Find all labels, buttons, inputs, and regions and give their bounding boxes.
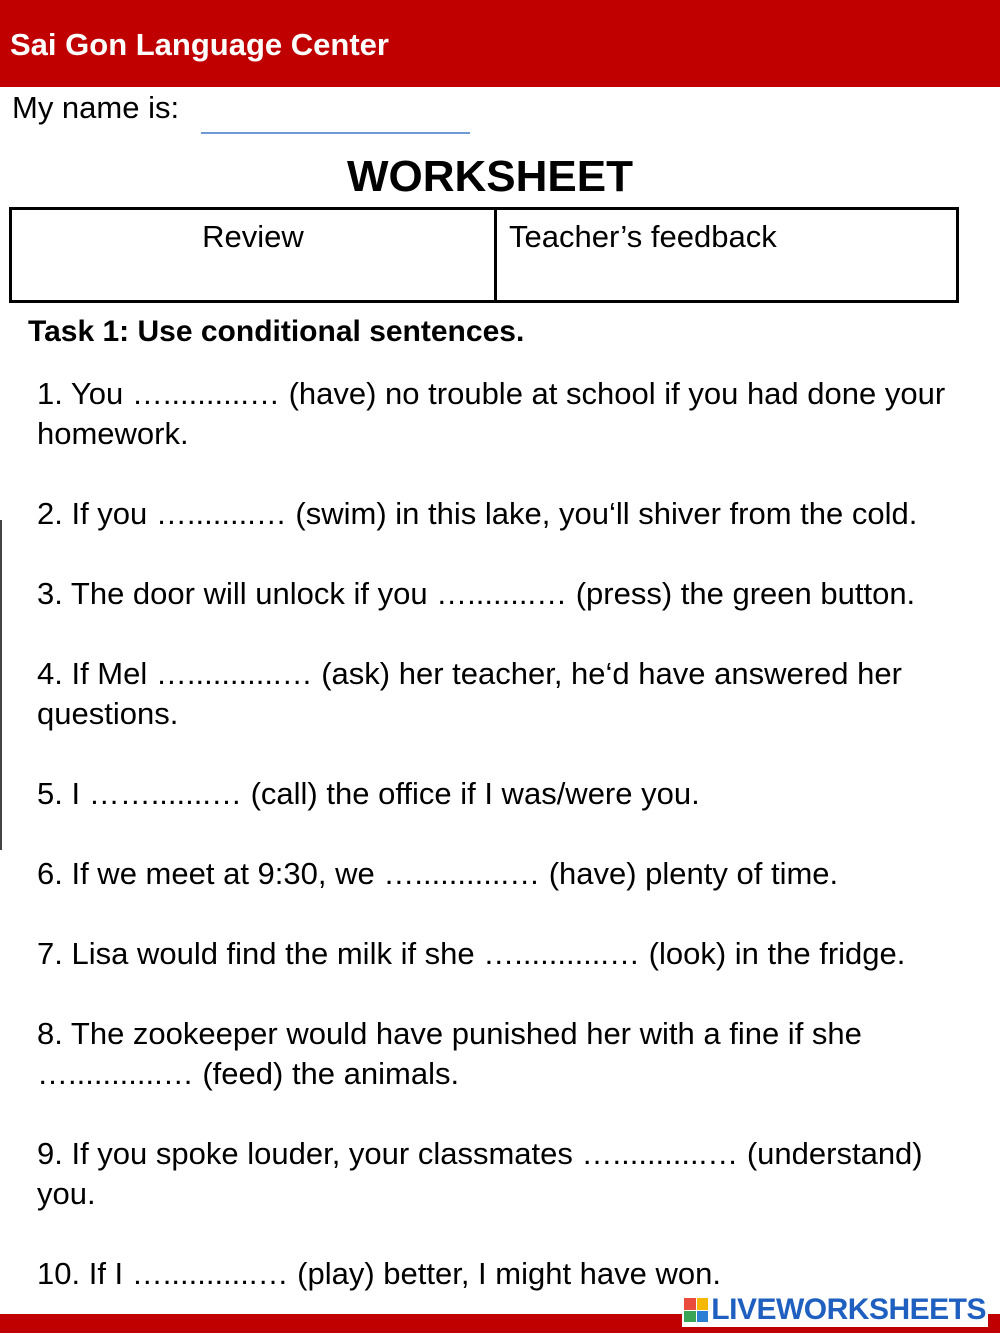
question-5: 5. I …….......… (call) the office if I was/were you. <box>37 776 700 811</box>
question-7: 7. Lisa would find the milk if she …...........… (look) in the fridge. <box>37 936 906 971</box>
question-4: 4. If Mel …...........… (ask) her teacher, he‘d have answered her questions. <box>37 656 902 731</box>
name-label: My name is: <box>12 90 180 125</box>
review-cell: Review <box>12 210 497 300</box>
center-name: Sai Gon Language Center <box>10 27 389 62</box>
question-10: 10. If I …...........… (play) better, I might have won. <box>37 1256 721 1291</box>
question-1: 1. You …..........… (have) no trouble at school if you had done your homework. <box>37 376 946 451</box>
question-9: 9. If you spoke louder, your classmates …...........… (understand) you. <box>37 1136 923 1211</box>
name-input[interactable] <box>201 100 470 134</box>
question-3: 3. The door will unlock if you …........… (press) the green button. <box>37 576 916 611</box>
question-8: 8. The zookeeper would have punished her with a fine if she …...........… (feed) the animals. <box>37 1016 862 1091</box>
left-divider <box>0 520 2 850</box>
question-2: 2. If you …........… (swim) in this lake, you‘ll shiver from the cold. <box>37 496 918 531</box>
liveworksheets-logo-icon <box>684 1298 708 1322</box>
worksheet-title: WORKSHEET <box>347 152 633 201</box>
review-table <box>9 207 959 303</box>
question-6: 6. If we meet at 9:30, we …...........… (have) plenty of time. <box>37 856 839 891</box>
teacher-feedback-cell: Teacher’s feedback <box>509 219 777 254</box>
task-title: Task 1: Use conditional sentences. <box>28 315 525 348</box>
header-bar <box>0 0 1000 87</box>
brand-text: LIVEWORKSHEETS <box>711 1293 986 1326</box>
liveworksheets-brand[interactable] <box>682 1293 988 1327</box>
question-list <box>37 374 987 1334</box>
